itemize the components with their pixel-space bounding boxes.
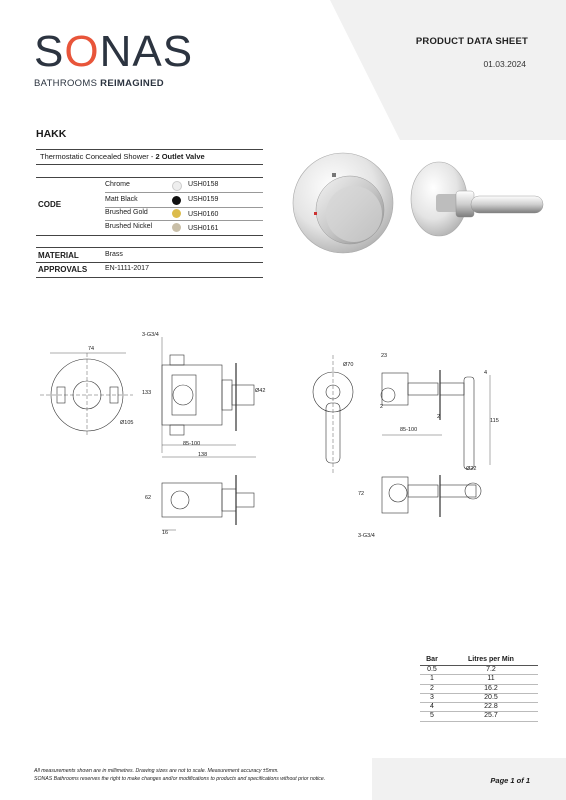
- divider: [36, 149, 263, 150]
- table-cell: 5: [420, 712, 444, 721]
- table-row: [420, 684, 538, 693]
- footer-notice: SONAS Bathrooms reserves the right to make changes and/or modifications to products and specifications without prior notice.: [34, 776, 326, 782]
- dimension-label: Ø105: [120, 420, 134, 426]
- dimension-label: 3-G3/4: [142, 332, 159, 338]
- side-view-drawing: [162, 337, 256, 457]
- finish-name: Brushed Nickel: [105, 223, 153, 230]
- finish-sku: USH0158: [188, 181, 219, 188]
- gold-swatch-icon: [172, 209, 181, 218]
- divider: [36, 235, 263, 236]
- handle-side-drawing: [381, 370, 490, 469]
- table-row: [420, 693, 538, 702]
- finish-name: Matt Black: [105, 196, 138, 203]
- dimension-label: 85-100: [183, 441, 201, 447]
- table-cell: 4: [420, 703, 444, 712]
- dimension-label: 3-G3/4: [358, 533, 375, 539]
- code-label: CODE: [38, 200, 62, 209]
- dimension-label: 85-100: [400, 427, 418, 433]
- table-cell: 22.8: [444, 703, 538, 712]
- finish-sku: USH0159: [188, 196, 219, 203]
- table-cell: 1: [420, 675, 444, 684]
- table-cell: 2: [420, 684, 444, 693]
- footer-disclaimer: All measurements shown are in millimetres. Drawing sizes are not to scale. Measurement accuracy ±5mm.: [34, 768, 279, 774]
- dimension-label: Ø22: [466, 466, 477, 472]
- row-divider: [105, 220, 263, 221]
- dimension-label: 72: [358, 491, 365, 497]
- material-label: MATERIAL: [38, 251, 79, 260]
- logo-wordmark: SONAS: [34, 27, 194, 76]
- table-row: [420, 712, 538, 721]
- approvals-value: EN-1111-2017: [105, 265, 149, 272]
- table-cell: 3: [420, 693, 444, 702]
- material-value: Brass: [105, 251, 123, 258]
- finish-sku: USH0160: [188, 211, 219, 218]
- finish-sku: USH0161: [188, 225, 219, 232]
- table-cell: 16.2: [444, 684, 538, 693]
- dimension-label: 2: [437, 414, 441, 420]
- finish-name: Brushed Gold: [105, 209, 148, 216]
- dimension-label: 2: [380, 404, 384, 410]
- dimension-label: Ø42: [255, 388, 266, 394]
- plan-view-drawing: [162, 475, 254, 530]
- product-name: HAKK: [36, 128, 67, 140]
- black-swatch-icon: [172, 196, 181, 205]
- table-header-litres: Litres per Min: [444, 656, 538, 666]
- dimension-label: 62: [145, 495, 152, 501]
- dimension-label: Ø70: [343, 362, 354, 368]
- row-divider: [105, 207, 263, 208]
- table-row: [420, 675, 538, 684]
- table-header-row: [420, 656, 538, 666]
- table-cell: 20.5: [444, 693, 538, 702]
- table-cell: 0.5: [420, 666, 444, 675]
- flow-rate-table: [420, 656, 538, 722]
- table-cell: 11: [444, 675, 538, 684]
- logo-tagline: BATHROOMS REIMAGINED: [34, 78, 164, 89]
- document-date: 01.03.2024: [483, 59, 526, 69]
- table-cell: 7.2: [444, 666, 538, 675]
- dimension-label: 74: [88, 346, 95, 352]
- sonas-logo: [34, 27, 194, 89]
- handle-front-drawing: [313, 355, 353, 475]
- nickel-swatch-icon: [172, 223, 181, 232]
- finish-name: Chrome: [105, 181, 130, 188]
- dimension-label: 133: [142, 390, 152, 396]
- divider: [36, 247, 263, 248]
- handle-plan-drawing: [382, 475, 481, 517]
- dimension-label: 138: [198, 452, 208, 458]
- row-divider: [105, 192, 263, 193]
- dimension-label: 4: [484, 370, 488, 376]
- approvals-label: APPROVALS: [38, 265, 88, 274]
- divider: [36, 177, 263, 178]
- dimension-label: 115: [490, 418, 499, 424]
- table-header-bar: Bar: [420, 656, 444, 666]
- table-cell: 25.7: [444, 712, 538, 721]
- technical-drawings: [30, 325, 510, 545]
- divider: [36, 262, 263, 263]
- dimension-label: 16: [162, 530, 169, 536]
- page-number: Page 1 of 1: [490, 776, 530, 785]
- divider: [36, 164, 263, 165]
- table-row: [420, 703, 538, 712]
- chrome-swatch-icon: [172, 181, 182, 191]
- dimension-label: 23: [381, 353, 388, 359]
- document-title: PRODUCT DATA SHEET: [415, 36, 528, 47]
- product-subtitle: Thermostatic Concealed Shower - 2 Outlet Valve: [40, 152, 205, 161]
- divider: [36, 277, 263, 278]
- product-photo: [286, 148, 548, 258]
- table-row: [420, 666, 538, 675]
